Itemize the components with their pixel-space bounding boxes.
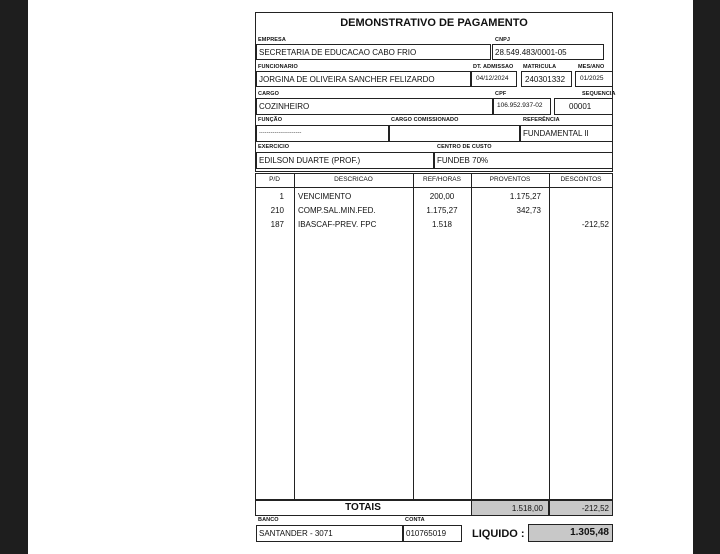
cargo-value: COZINHEIRO: [259, 102, 310, 111]
referencia-label: REFERÊNCIA: [523, 117, 560, 123]
empresa-value: SECRETARIA DE EDUCACAO CABO FRIO: [259, 48, 417, 57]
conta-value: 010765019: [406, 529, 447, 538]
column-divider: [294, 173, 295, 500]
table-cell-descricao: VENCIMENTO: [298, 192, 352, 201]
table-header-divider: [255, 187, 613, 188]
header-ref: REF/HORAS: [423, 176, 461, 183]
funcionario-label: FUNCIONARIO: [258, 64, 298, 70]
table-cell-ref: 1.518: [431, 220, 453, 229]
header-pd: P/D: [269, 176, 280, 183]
header-frame: [255, 12, 613, 172]
funcionario-value: JORGINA DE OLIVEIRA SANCHER FELIZARDO: [259, 75, 435, 84]
table-cell-descricao: COMP.SAL.MIN.FED.: [298, 206, 376, 215]
table-cell-ref: 1.175,27: [426, 206, 458, 215]
table-cell-pd: 210: [270, 206, 284, 215]
cargo-comissionado-label: CARGO COMISSIONADO: [391, 117, 459, 123]
liquido-label: LIQUIDO :: [472, 528, 525, 540]
banco-value: SANTANDER - 3071: [259, 529, 333, 538]
cargo-comissionado-box: [389, 125, 520, 142]
empresa-label: EMPRESA: [258, 37, 286, 43]
document-title: DEMONSTRATIVO DE PAGAMENTO: [340, 17, 528, 29]
matricula-value: 240301332: [525, 75, 566, 84]
banco-label: BANCO: [258, 517, 279, 523]
centro-custo-value: FUNDEB 70%: [437, 156, 489, 165]
liquido-value: 1.305,48: [570, 527, 609, 538]
totals-descontos: -212,52: [581, 504, 609, 513]
funcao-label: FUNÇÃO: [258, 117, 283, 123]
sequencia-label: SEQUENCIA: [582, 91, 616, 97]
cnpj-value: 28.549.483/0001-05: [495, 48, 567, 57]
table-cell-pd: 1: [279, 192, 284, 201]
admissao-value: 04/12/2024: [476, 75, 509, 82]
totals-proventos: 1.518,00: [511, 504, 543, 513]
exercicio-value: EDILSON DUARTE (PROF.): [259, 156, 361, 165]
referencia-value: FUNDAMENTAL II: [523, 129, 589, 138]
table-cell-proventos: 342,73: [516, 206, 541, 215]
cnpj-label: CNPJ: [495, 37, 511, 43]
table-cell-pd: 187: [270, 220, 284, 229]
viewer-left-margin: [0, 0, 28, 554]
table-cell-descontos: -212,52: [581, 220, 609, 229]
cpf-label: CPF: [495, 91, 507, 97]
funcao-value: ----------------------: [259, 130, 302, 136]
header-proventos: PROVENTOS: [489, 176, 531, 183]
matricula-label: MATRICULA: [523, 64, 557, 70]
header-descricao: DESCRICAO: [334, 176, 373, 183]
mes-ano-label: MES/ANO: [578, 64, 605, 70]
mes-ano-value: 01/2025: [580, 75, 604, 82]
table-cell-ref: 200,00: [429, 192, 455, 201]
column-divider: [471, 173, 472, 500]
header-descontos: DESCONTOS: [560, 176, 602, 183]
centro-custo-label: CENTRO DE CUSTO: [437, 144, 492, 150]
viewer-right-margin: [693, 0, 720, 554]
table-cell-proventos: 1.175,27: [509, 192, 541, 201]
cpf-value: 106.952.937-02: [497, 102, 543, 109]
conta-label: CONTA: [405, 517, 425, 523]
table-cell-descricao: IBASCAF-PREV. FPC: [298, 220, 377, 229]
admissao-label: DT. ADMISSAO: [473, 64, 514, 70]
totals-label: TOTAIS: [345, 502, 381, 513]
document-page: [28, 0, 693, 554]
cargo-label: CARGO: [258, 91, 279, 97]
exercicio-label: EXERCICIO: [258, 144, 290, 150]
sequencia-value: 00001: [569, 102, 592, 111]
